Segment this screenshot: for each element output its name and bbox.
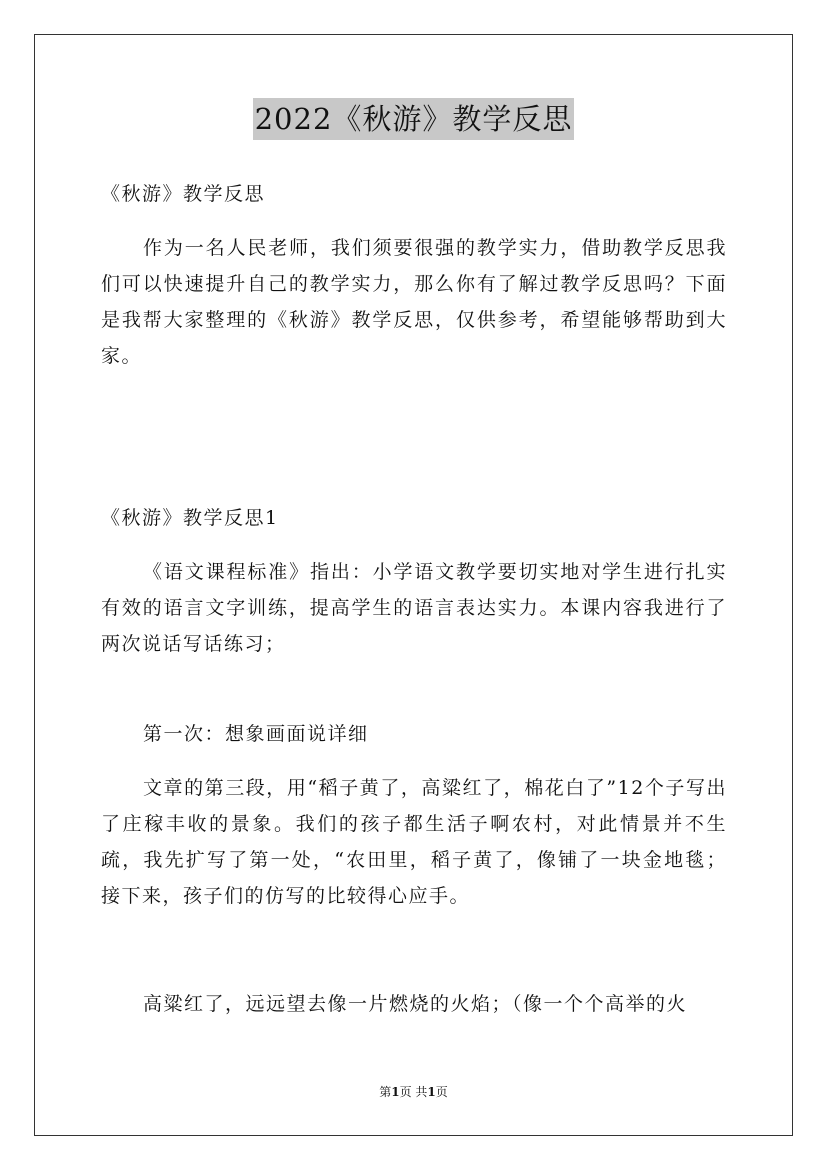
footer-prefix: 第 — [379, 1085, 392, 1099]
section-heading: 《秋游》教学反思 — [101, 183, 266, 205]
body-paragraph: 文章的第三段，用“稻子黄了，高粱红了，棉花白了”12个子写出了庄稼丰收的景象。我们的孩子都生活子啊农村，对此情景并不生疏，我先扩写了第一处，“农田里，稻子黄了，像铺了一块金地毯；接下来，孩子们的仿写的比较得心应手。 — [101, 777, 727, 907]
footer-page-number: 1 — [391, 1085, 400, 1099]
footer-total-pages: 1 — [427, 1085, 436, 1099]
intro-paragraph: 作为一名人民老师，我们须要很强的教学实力，借助教学反思我们可以快速提升自己的教学实力，那么你有了解过教学反思吗？下面是我帮大家整理的《秋游》教学反思，仅供参考，希望能够帮助到大家。 — [101, 237, 727, 367]
document-title: 2022《秋游》教学反思 — [253, 98, 575, 140]
body-paragraph: 《语文课程标准》指出：小学语文教学要切实地对学生进行扎实有效的语言文字训练，提高学生的语言表达实力。本课内容我进行了两次说话写话练习； — [101, 561, 727, 655]
footer-middle: 页 共 — [399, 1085, 428, 1099]
page-footer — [0, 1083, 827, 1100]
subheading-paragraph: 第一次：想象画面说详细 — [143, 723, 369, 745]
title-container — [0, 98, 827, 140]
body-paragraph: 高粱红了，远远望去像一片燃烧的火焰；（像一个个高举的火 — [143, 993, 688, 1015]
section-heading-1: 《秋游》教学反思1 — [101, 507, 279, 529]
footer-suffix: 页 — [435, 1085, 448, 1099]
